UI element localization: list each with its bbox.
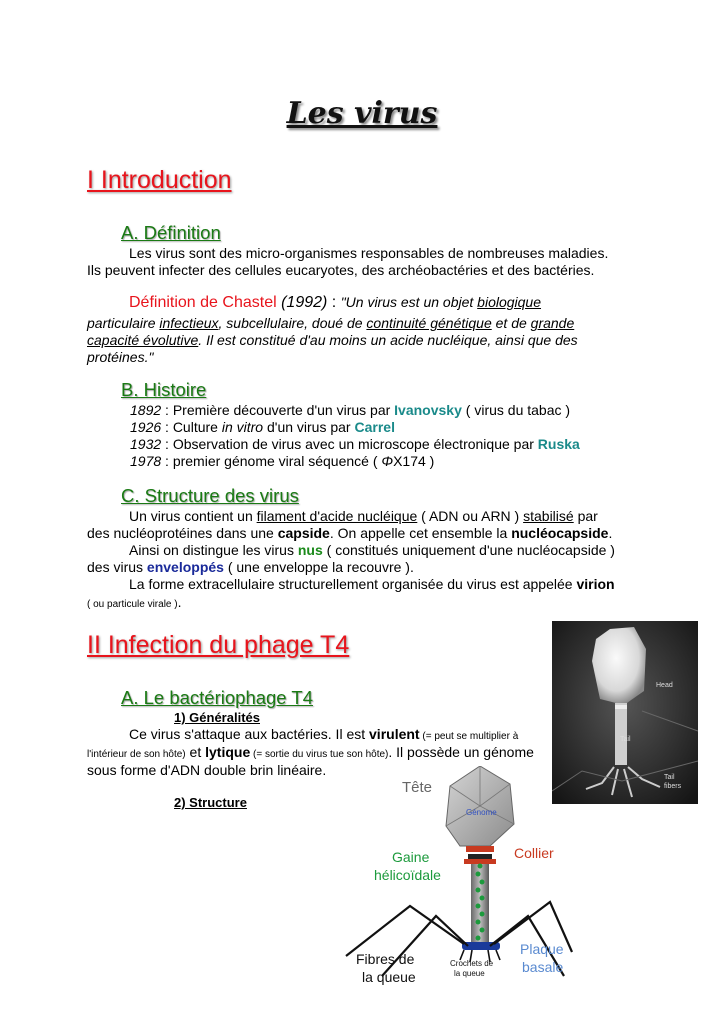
text-bold: lytique (205, 744, 251, 760)
label-basale: basale (522, 959, 564, 975)
scientist-name: Carrel (354, 419, 395, 435)
quote-underlined: continuité génétique (366, 315, 492, 331)
chastel-label: Définition de Chastel (129, 294, 282, 311)
label-genome: Génome (466, 808, 497, 817)
history-text: X174 ) (393, 453, 435, 469)
chastel-definition-line-3 (87, 332, 578, 349)
text-bold: nucléocapside (511, 525, 609, 541)
structure-line-6 (87, 594, 181, 613)
structure-line-3 (129, 542, 615, 559)
quote-underlined: capacité évolutive (87, 332, 199, 348)
history-item (130, 453, 434, 470)
label-helicoidale: hélicoïdale (374, 867, 441, 883)
text-part: Ainsi on distingue les virus (129, 542, 298, 558)
label-crochets-2: la queue (454, 969, 485, 978)
structure-line-2 (87, 525, 612, 542)
quote-underlined: biologique (477, 294, 542, 310)
subheading-bacteriophage: A. Le bactériophage T4 (121, 687, 313, 708)
definition-line-1: Les virus sont des micro-organismes responsables de nombreuses maladies. (129, 245, 609, 261)
history-year: 1978 (130, 453, 162, 469)
label-collier: Collier (514, 845, 554, 861)
text-bold: capside (277, 525, 330, 541)
chastel-year: (1992) (281, 294, 328, 311)
quote-part: . Il est constitué d'au moins un acide nucléique, ainsi que des (198, 332, 578, 348)
text-part: ( constitués uniquement d'une nucléocapside ) (322, 542, 615, 558)
text-part: par (573, 508, 598, 524)
history-year: 1932 (130, 436, 162, 452)
quote-part: "Un virus est un objet (340, 294, 478, 310)
text-underlined: stabilisé (523, 508, 574, 524)
text-part: ( ADN ou ARN ) (417, 508, 524, 524)
text-bold: virulent (369, 726, 420, 742)
label-fibres-2: la queue (362, 969, 416, 985)
subsection-structure: 2) Structure (174, 795, 247, 810)
history-year: 1926 (130, 419, 162, 435)
structure-line-1 (129, 508, 598, 525)
text-part: et (185, 744, 206, 760)
section-heading-introduction: I Introduction (87, 166, 232, 194)
text-underlined: filament d'acide nucléique (256, 508, 418, 524)
text-small: l'intérieur de son hôte) (87, 749, 186, 760)
history-item (130, 402, 570, 419)
text-bold: virion (576, 576, 615, 592)
text-part: . On appelle cet ensemble la (329, 525, 512, 541)
history-item (130, 436, 580, 453)
text-enveloppes: enveloppés (146, 559, 224, 575)
phage-structure-diagram (338, 766, 574, 998)
chastel-definition-line-4: protéines." (87, 349, 154, 365)
history-text: : premier génome viral séquencé ( (161, 453, 382, 469)
quote-part: , subcellulaire, doué de (218, 315, 367, 331)
chastel-definition-line-1 (129, 294, 541, 311)
definition-line-2: Ils peuvent infecter des cellules eucaryotes, des archéobactéries et des bactéries. (87, 262, 595, 278)
text-small: ( ou particule virale ) (87, 599, 178, 610)
quote-underlined: grande (530, 315, 575, 331)
photo-label-tail-fibers-2: fibers (664, 783, 682, 790)
history-year: 1892 (130, 402, 162, 418)
subsection-generalites: 1) Généralités (174, 710, 260, 725)
label-crochets-1: Crochets de (450, 959, 494, 968)
history-text: : Observation de virus avec un microscope électronique par (161, 436, 538, 452)
generalites-line-2 (87, 744, 534, 763)
text-part: Ce virus s'attaque aux bactéries. Il est (129, 726, 370, 742)
quote-underlined: infectieux (159, 315, 219, 331)
chastel-colon: : (327, 294, 341, 311)
phi-symbol: Φ (381, 453, 394, 469)
photo-label-head: Head (656, 682, 673, 689)
label-fibres-1: Fibres de (356, 951, 415, 967)
text-part: . Il possède un génome (388, 744, 534, 760)
history-text: : Culture (161, 419, 222, 435)
quote-part: et de (491, 315, 531, 331)
label-tete: Tête (402, 779, 433, 796)
label-plaque: Plaque (520, 941, 564, 957)
text-part: Un virus contient un (129, 508, 257, 524)
structure-line-4 (87, 559, 414, 576)
text-part: des virus (87, 559, 147, 575)
subheading-structure: C. Structure des virus (121, 485, 299, 506)
subheading-histoire: B. Histoire (121, 379, 207, 400)
photo-label-tail-fibers-1: Tail (664, 774, 675, 781)
structure-line-5 (129, 576, 615, 593)
scientist-name: Ruska (537, 436, 580, 452)
text-small: (= sortie du virus tue son hôte) (250, 749, 389, 760)
photo-label-tail: Tail (620, 736, 631, 743)
history-item (130, 419, 395, 436)
history-text: d'un virus par (263, 419, 355, 435)
scientist-name: Ivanovsky (394, 402, 462, 418)
page-title: Les virus (286, 96, 438, 131)
subheading-definition: A. Définition (121, 222, 221, 243)
history-italic: in vitro (221, 419, 264, 435)
text-nus: nus (297, 542, 323, 558)
history-text: : Première découverte d'un virus par (161, 402, 395, 418)
chastel-definition-line-2 (87, 315, 574, 332)
generalites-line-3: sous forme d'ADN double brin linéaire. (87, 762, 327, 778)
text-small: (= peut se multiplier à (419, 731, 519, 742)
text-part: des nucléoprotéines dans une (87, 525, 278, 541)
text-part: . (177, 594, 182, 610)
section-heading-infection: II Infection du phage T4 (87, 631, 350, 659)
history-text: ( virus du tabac ) (461, 402, 571, 418)
generalites-line-1 (129, 726, 518, 745)
text-part: La forme extracellulaire structurellement organisée du virus est appelée (129, 576, 577, 592)
quote-part: particulaire (87, 315, 160, 331)
text-part: . (608, 525, 613, 541)
label-gaine: Gaine (392, 849, 430, 865)
text-part: ( une enveloppe la recouvre ). (223, 559, 414, 575)
